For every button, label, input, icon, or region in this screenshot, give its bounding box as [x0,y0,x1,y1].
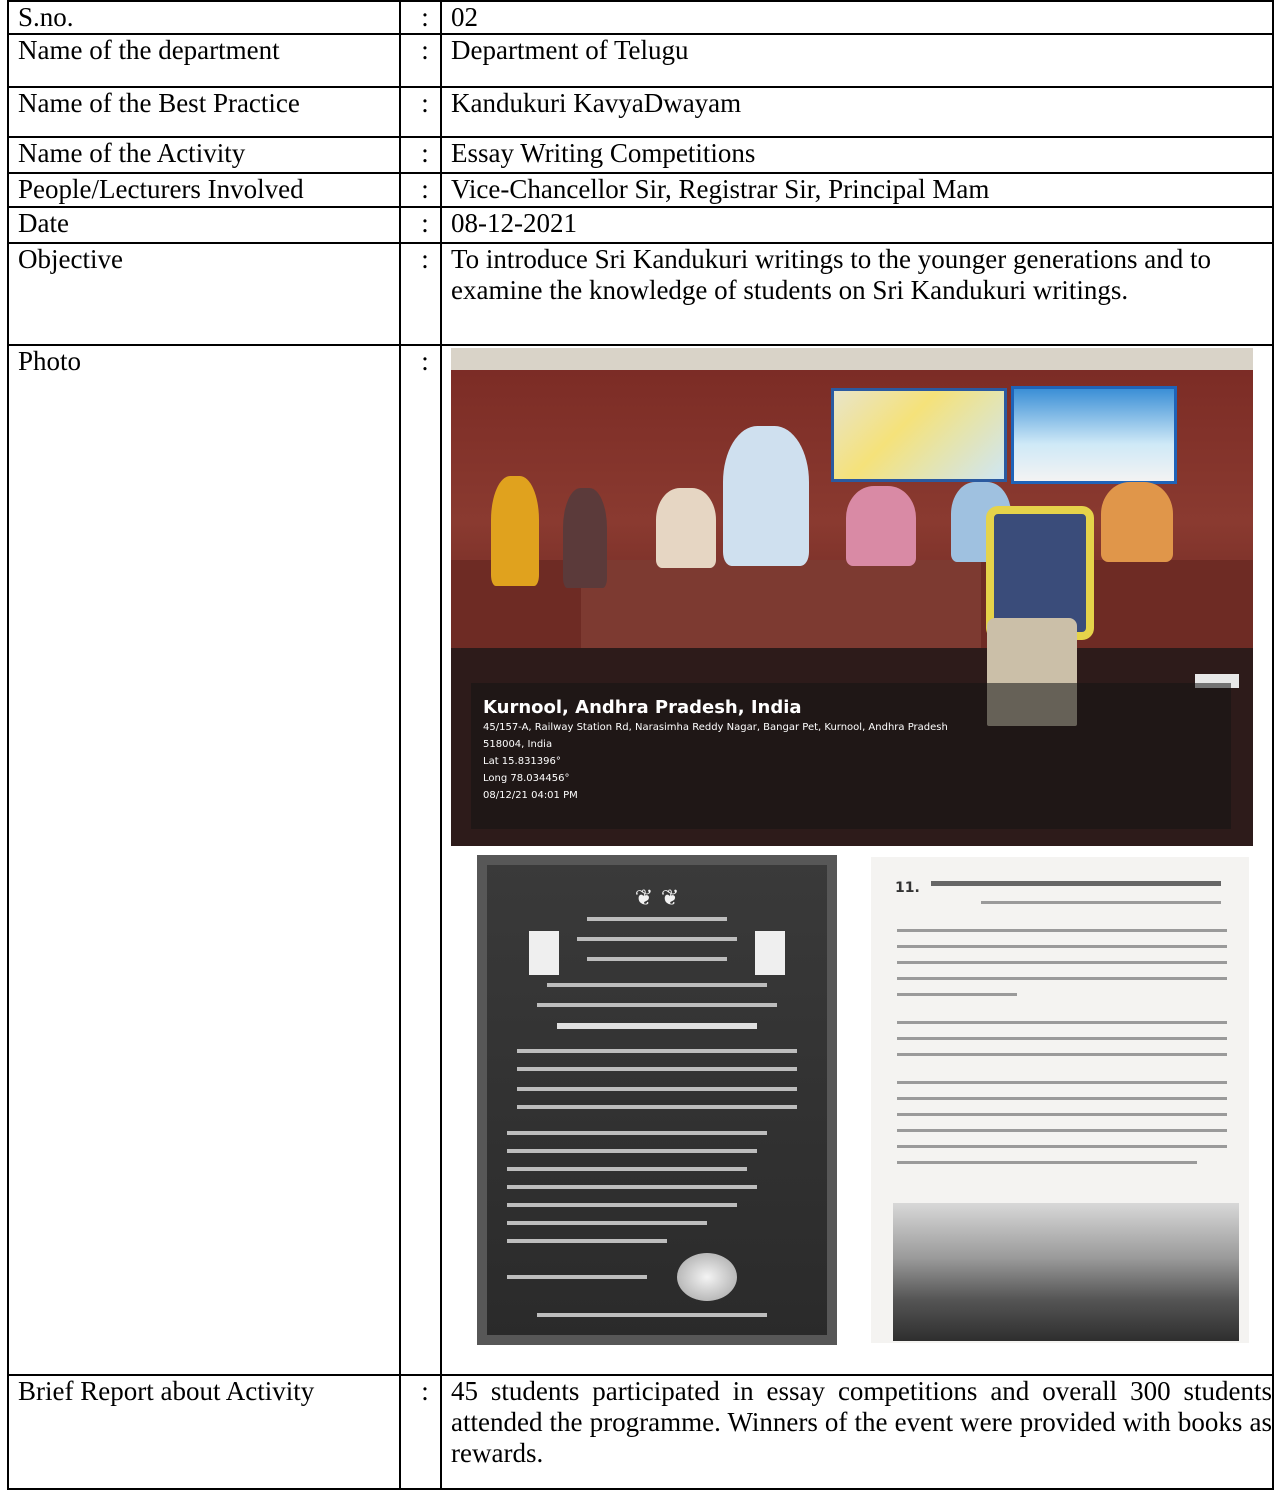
invitation-text-line [587,957,727,961]
label-department: Name of the department [8,34,400,87]
clipping-text-line [897,1145,1227,1148]
label-photo: Photo [8,345,400,1375]
separator: : [400,1,441,34]
clipping-text-line [897,1081,1227,1084]
row-sno [8,1,1273,34]
event-stage-photo [451,348,1253,846]
clipping-text-line [981,901,1221,904]
invitation-text-line [507,1131,767,1135]
value-activity: Essay Writing Competitions [441,137,1273,173]
separator: : [400,34,441,87]
value-brief-report: 45 students participated in essay competitions and overall 300 students attended the programme. Winners of the event were provided with books as rewards. [441,1375,1273,1489]
invitation-text-line [587,917,727,921]
clipping-text-line [897,1161,1197,1164]
clipping-text-line [897,993,1017,996]
photo-cell [441,345,1273,1375]
invitation-text-line [577,937,737,941]
event-banner [831,388,1007,482]
clipping-text-line [897,929,1227,932]
clipping-text-line [897,977,1227,980]
clipping-text-line [931,881,1221,886]
gps-timestamp: 08/12/21 04:01 PM [483,790,578,801]
gps-location: Kurnool, Andhra Pradesh, India [483,697,802,718]
invitation-text-line [537,1003,777,1007]
separator: : [400,1375,441,1489]
best-practice-table [7,0,1274,1490]
newspaper-clipping-image [871,857,1249,1343]
invitation-card-image [477,855,837,1345]
invitation-heading: ❦ ❦ [634,886,680,911]
gps-pin: 518004, India [483,739,553,750]
label-brief-report: Brief Report about Activity [8,1375,400,1489]
separator: : [400,87,441,137]
row-date [8,207,1273,243]
guest-figure [491,476,539,586]
invitation-text-line [547,983,767,987]
clipping-text-line [897,1053,1227,1056]
invitation-text-line [507,1185,757,1189]
invitation-text-line [507,1149,757,1153]
row-brief-report [8,1375,1273,1489]
clipping-text-line [897,1037,1227,1040]
ceiling [451,348,1253,370]
label-objective: Objective [8,243,400,345]
label-people: People/Lecturers Involved [8,173,400,207]
invitation-text-line [557,1023,757,1029]
invitation-text-line [517,1105,797,1109]
separator: : [400,345,441,1375]
invitation-text-line [537,1313,767,1317]
clipping-text-line [897,1097,1227,1100]
clipping-heading: 11. [895,880,920,896]
guest-figure [846,486,916,566]
value-best-practice: Kandukuri KavyaDwayam [441,87,1273,137]
guest-figure [563,488,607,588]
invitation-text-line [507,1275,647,1279]
gps-long: Long 78.034456° [483,773,570,784]
row-best-practice [8,87,1273,137]
invitation-text-line [507,1203,737,1207]
label-date: Date [8,207,400,243]
separator: : [400,207,441,243]
invitation-text-line [517,1049,797,1053]
value-objective: To introduce Sri Kandukuri writings to the younger generations and to examine the knowledge of students on Sri Kandukuri writings. [441,243,1273,345]
gps-overlay [471,683,1231,829]
clipping-text-line [897,1129,1227,1132]
separator: : [400,243,441,345]
label-sno: S.no. [8,1,400,34]
separator: : [400,173,441,207]
clipping-text-line [897,1021,1227,1024]
row-department [8,34,1273,87]
clipping-text-line [897,1113,1227,1116]
clipping-text-line [897,961,1227,964]
row-activity [8,137,1273,173]
guest-figure [656,488,716,568]
invitation-text-line [507,1167,747,1171]
rose-ornament [677,1253,737,1301]
separator: : [400,137,441,173]
invitation-text-line [517,1087,797,1091]
invitation-text-line [517,1067,797,1071]
value-date: 08-12-2021 [441,207,1273,243]
clipping-text-line [897,945,1227,948]
value-sno: 02 [441,1,1273,34]
label-activity: Name of the Activity [8,137,400,173]
speaker-figure [723,426,809,566]
value-people: Vice-Chancellor Sir, Registrar Sir, Principal Mam [441,173,1273,207]
gps-lat: Lat 15.831396° [483,756,561,767]
clipping-photo [893,1203,1239,1341]
invitation-text-line [507,1221,707,1225]
row-people [8,173,1273,207]
guest-figure [1101,482,1173,562]
documents-photo-row [451,855,1253,1348]
row-photo [8,345,1273,1375]
row-objective [8,243,1273,345]
invitation-text-line [507,1239,667,1243]
invitation-logo [755,931,785,975]
label-best-practice: Name of the Best Practice [8,87,400,137]
event-banner-portrait [1011,386,1177,484]
invitation-logo [529,931,559,975]
gps-address: 45/157-A, Railway Station Rd, Narasimha Reddy Nagar, Bangar Pet, Kurnool, Andhra Pradesh [483,722,948,733]
value-department: Department of Telugu [441,34,1273,87]
